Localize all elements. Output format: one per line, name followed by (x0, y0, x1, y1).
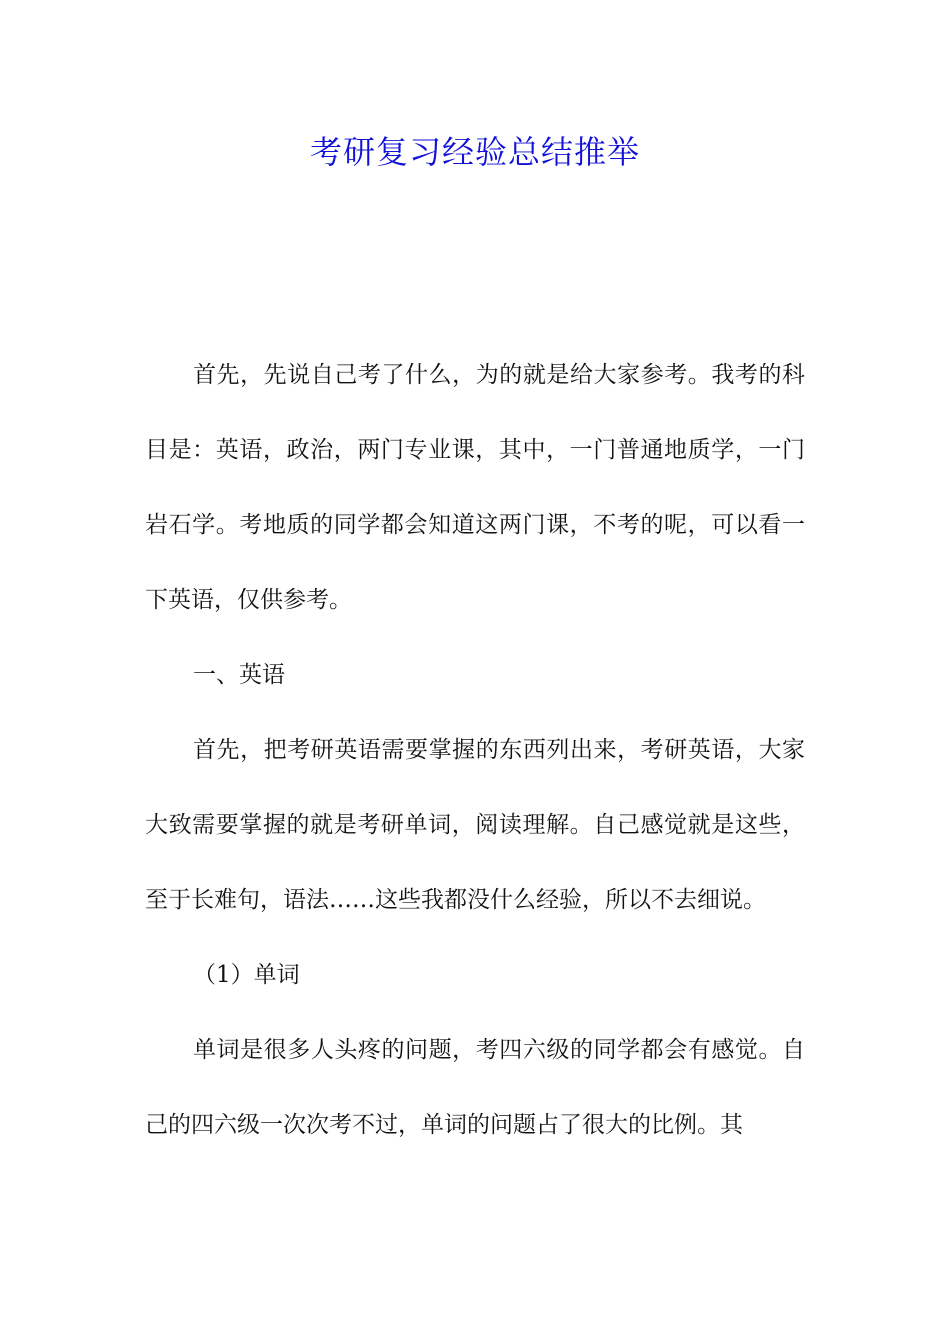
paragraph-vocabulary: 单词是很多人头疼的问题，考四六级的同学都会有感觉。自己的四六级一次次考不过，单词的问题占了很大的比例。其 (145, 1037, 805, 1138)
document-body (145, 338, 805, 1163)
subsection-heading-vocabulary: （1）单词 (193, 962, 300, 988)
paragraph-english-overview: 首先，把考研英语需要掌握的东西列出来，考研英语，大家大致需要掌握的就是考研单词，阅读理解。自己感觉就是这些，至于长难句，语法……这些我都没什么经验，所以不去细说。 (145, 737, 805, 913)
section-heading-english: 一、英语 (193, 662, 285, 688)
document-title: 考研复习经验总结推举 (309, 133, 640, 171)
paragraph-intro: 首先，先说自己考了什么，为的就是给大家参考。我考的科目是：英语，政治，两门专业课，其中，一门普通地质学，一门岩石学。考地质的同学都会知道这两门课，不考的呢，可以看一下英语，仅供参考。 (145, 362, 805, 613)
